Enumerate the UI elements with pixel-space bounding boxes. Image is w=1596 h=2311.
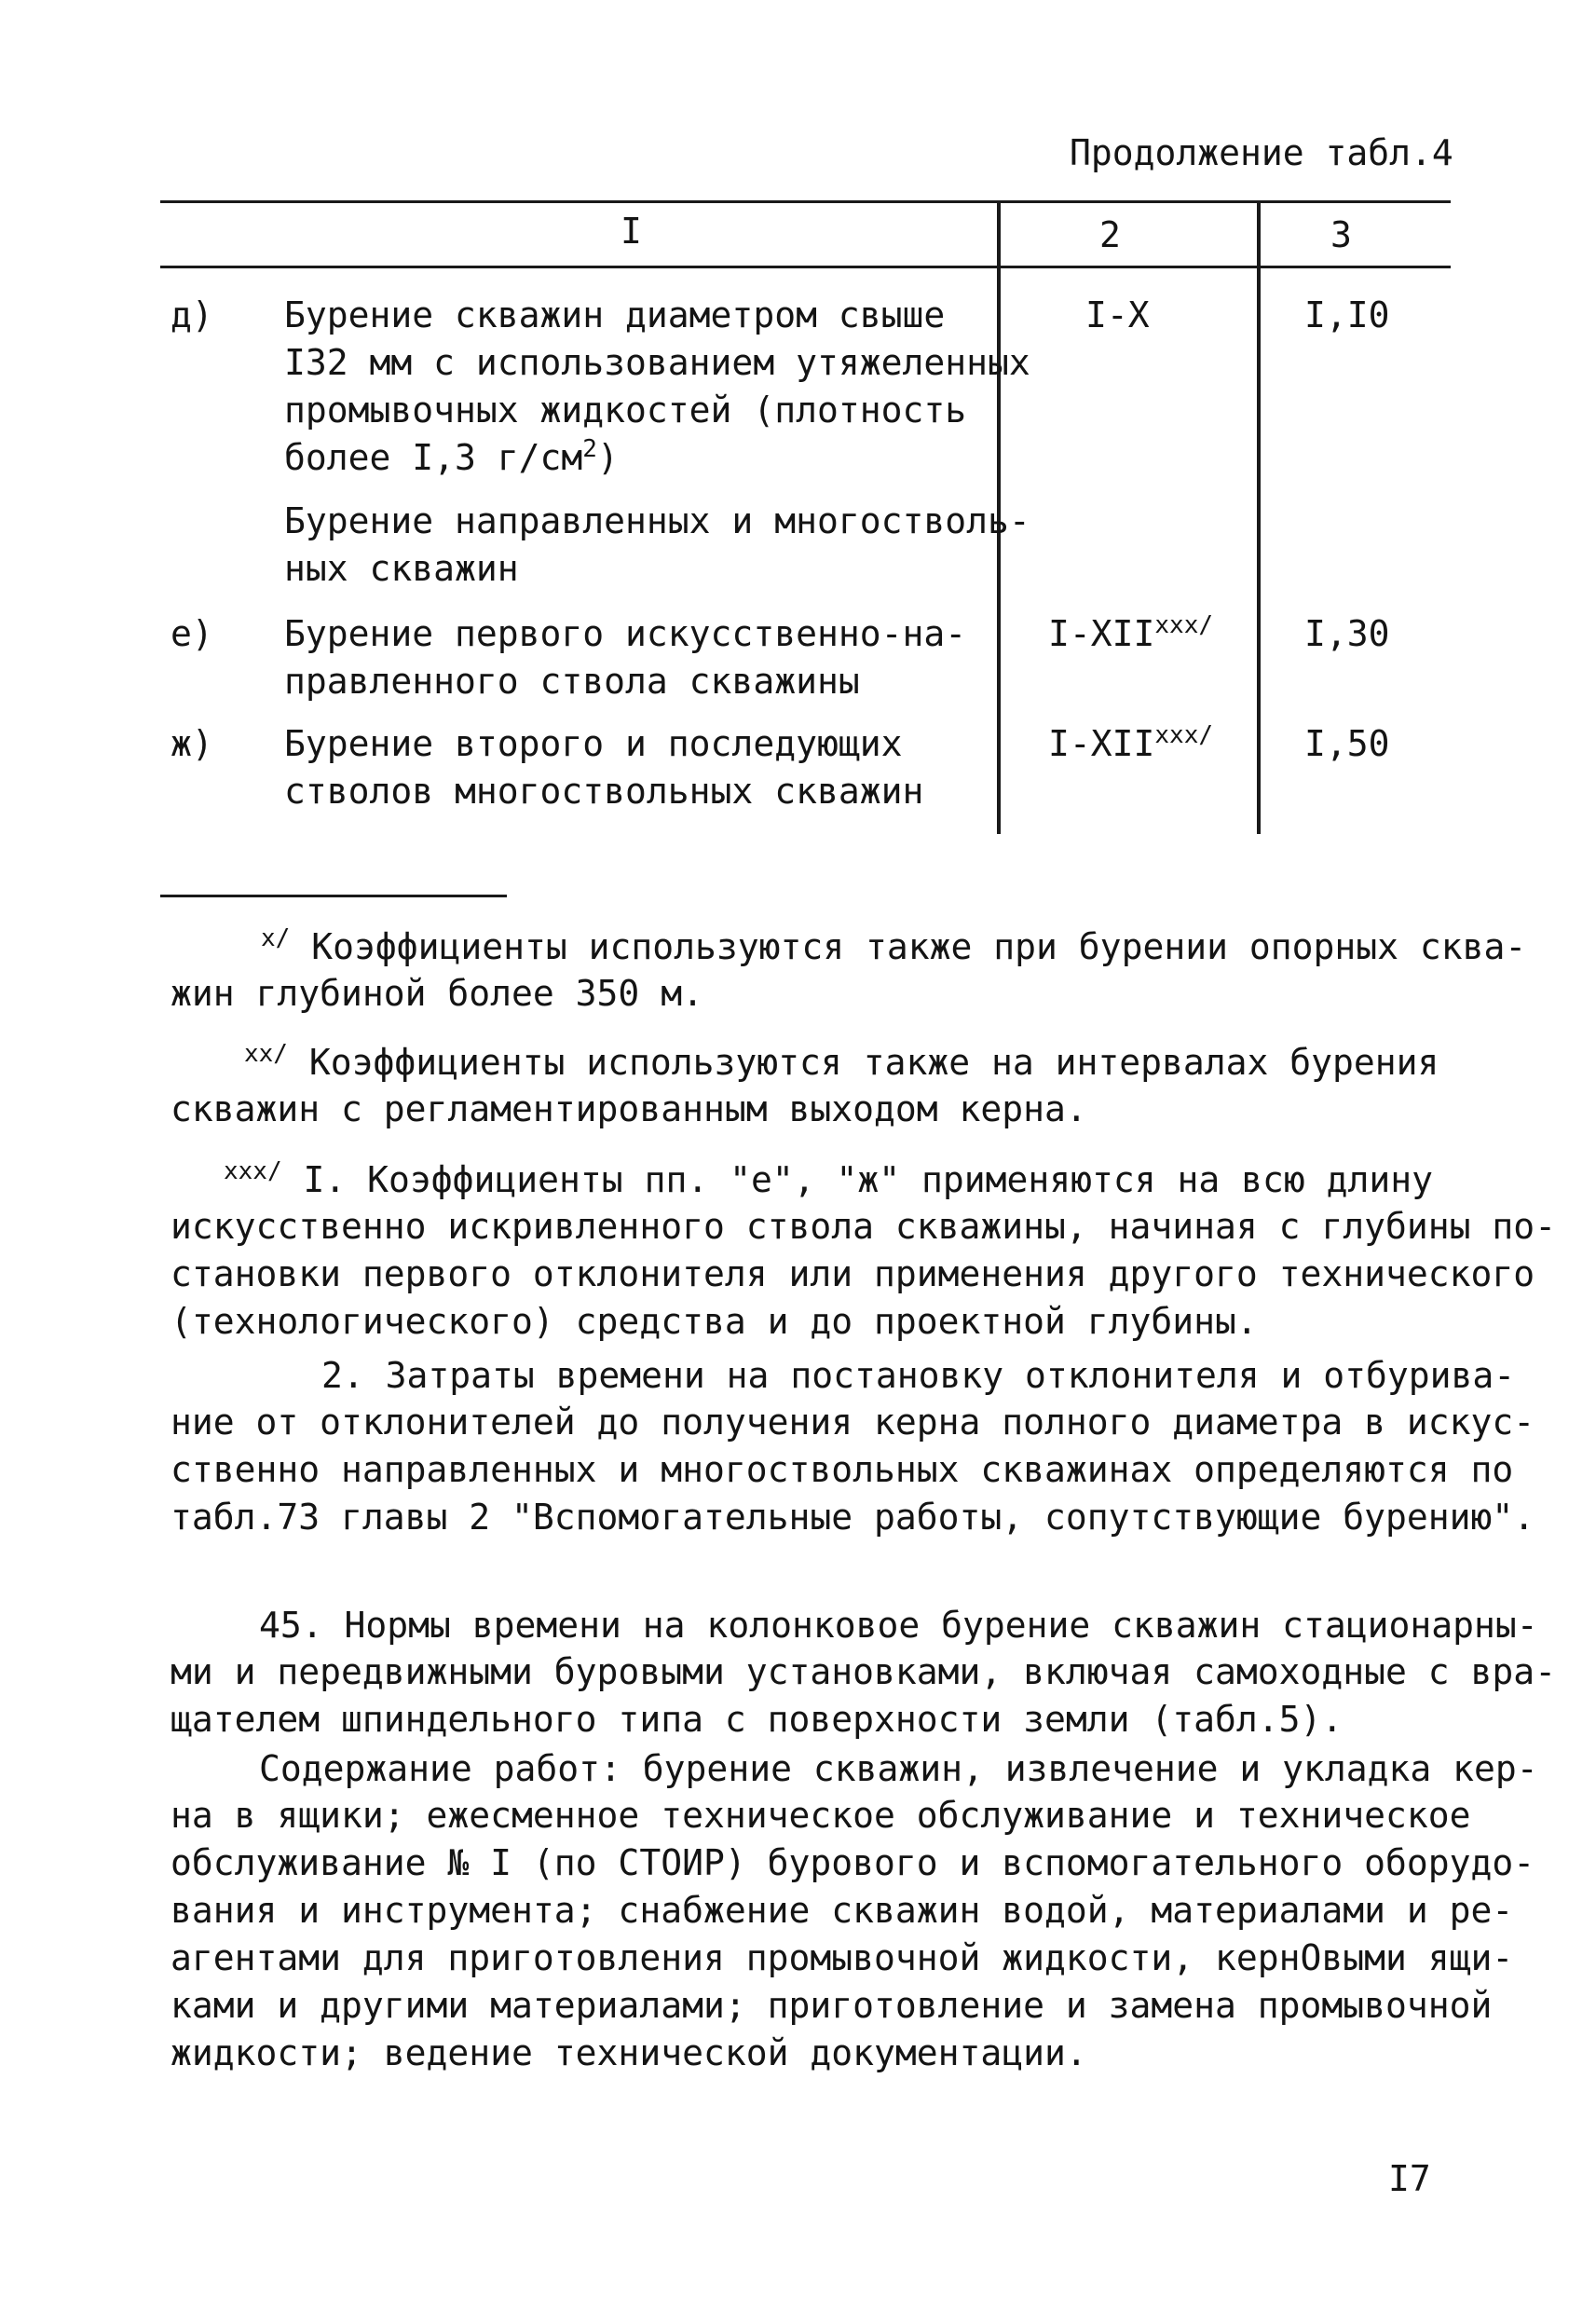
paragraph-line: щателем шпиндельного типа с поверхности земли (табл.5).	[171, 1699, 1344, 1740]
row-d-col2-value: I-X	[1085, 294, 1150, 335]
description-text: )	[596, 437, 619, 478]
work-content-first-line: Содержание работ: бурение скважин, извлечение и укладка кер-	[259, 1748, 1538, 1789]
page-number: I7	[1388, 2158, 1431, 2199]
footnote-line: становки первого отклонителя или применения другого технического	[171, 1253, 1535, 1294]
description-line: правленного ствола скважины	[284, 661, 860, 702]
table-continuation-label: Продолжение табл.4	[1070, 132, 1453, 173]
value-text: I-XII	[1048, 613, 1155, 654]
footnote-text: Коэффициенты используются также при бурении опорных сква-	[311, 926, 1527, 967]
footnote-3-item-2: 2. Затраты времени на постановку отклонителя и отбурива-	[321, 1355, 1516, 1396]
row-description-directional	[284, 497, 1030, 592]
description-line	[284, 433, 1030, 481]
row-description-d	[284, 291, 1030, 481]
footnote-3-item-2-body	[171, 1398, 1535, 1540]
row-zh-col2-value	[1048, 719, 1213, 773]
paragraph-line: агентами для приготовления промывочной жидкости, кернОвыми ящи-	[171, 1937, 1514, 1978]
table-column-divider-2	[1257, 200, 1261, 834]
description-line: промывочных жидкостей (плотность	[284, 390, 967, 431]
footnote-text: I. Коэффициенты пп. "е", "ж" применяются на всю длину	[303, 1159, 1434, 1200]
footnote-line: (технологического) средства и до проектной глубины.	[171, 1301, 1258, 1342]
row-e-col2-value	[1048, 609, 1213, 663]
description-line: Бурение второго и последующих	[284, 723, 903, 764]
description-line: Бурение первого искусственно-на-	[284, 613, 967, 654]
footnote-line: ственно направленных и многоствольных скважинах определяются по	[171, 1449, 1514, 1490]
footnote-line: искусственно искривленного ствола скважины, начиная с глубины по-	[171, 1206, 1557, 1247]
column-header-3: 3	[1330, 214, 1352, 255]
row-zh-col3-value: I,50	[1304, 723, 1390, 764]
paragraph-line: вания и инструмента; снабжение скважин водой, материалами и ре-	[171, 1890, 1514, 1931]
column-header-2: 2	[1099, 214, 1121, 255]
footnote-3-body	[171, 1202, 1556, 1345]
paragraph-line: жидкости; ведение технической документации.	[171, 2032, 1087, 2073]
paragraph-line: ками и другими материалами; приготовление и замена промывочной	[171, 1985, 1493, 2026]
column-header-1: I	[621, 211, 642, 252]
footnote-separator	[160, 895, 507, 897]
paragraph-45-body	[171, 1648, 1556, 1743]
description-line: Бурение скважин диаметром свыше	[284, 294, 946, 335]
description-text: более I,3 г/см	[284, 437, 583, 478]
footnote-mark: xxx/	[224, 1157, 282, 1185]
footnote-3	[224, 1156, 1433, 1209]
value-text: I-XII	[1048, 723, 1155, 764]
paragraph-line: обслуживание № I (по СТОИР) бурового и вспомогательного оборудо-	[171, 1842, 1535, 1883]
row-e-col3-value: I,30	[1304, 613, 1390, 654]
footnote-1-continuation: жин глубиной более 350 м.	[171, 973, 703, 1014]
description-line: Бурение направленных и многостволь-	[284, 500, 1030, 541]
footnote-line: ние от отклонителей до получения керна полного диаметра в искус-	[171, 1402, 1535, 1443]
description-line: стволов многоствольных скважин	[284, 771, 924, 812]
row-description-e	[284, 609, 966, 704]
footnote-text: Коэффициенты используются также на интервалах бурения	[308, 1042, 1439, 1083]
description-line: ных скважин	[284, 548, 519, 589]
footnote-reference: xxx/	[1154, 721, 1214, 749]
paragraph-line: ми и передвижными буровыми установками, включая самоходные с вра-	[171, 1651, 1557, 1692]
paragraph-line: на в ящики; ежесменное техническое обслуживание и техническое	[171, 1795, 1471, 1836]
footnote-mark: x/	[261, 924, 291, 952]
paragraph-45-first-line: 45. Нормы времени на колонковое бурение скважин стационарны-	[259, 1605, 1538, 1646]
row-description-zh	[284, 719, 923, 814]
footnote-1	[261, 923, 1526, 976]
row-label-zh: ж)	[171, 723, 213, 764]
footnote-reference: xxx/	[1154, 611, 1214, 639]
footnote-mark: xx/	[244, 1040, 288, 1068]
footnote-2	[244, 1038, 1439, 1091]
row-d-col3-value: I,I0	[1304, 294, 1390, 335]
footnote-2-continuation: скважин с регламентированным выходом керна.	[171, 1088, 1087, 1129]
superscript: 2	[582, 435, 597, 463]
work-content-body	[171, 1791, 1535, 2076]
row-label-e: е)	[171, 613, 213, 654]
row-label-d: д)	[171, 294, 213, 335]
footnote-line: табл.73 главы 2 "Вспомогательные работы, сопутствующие бурению".	[171, 1497, 1535, 1538]
description-line: I32 мм с использованием утяжеленных	[284, 342, 1030, 383]
